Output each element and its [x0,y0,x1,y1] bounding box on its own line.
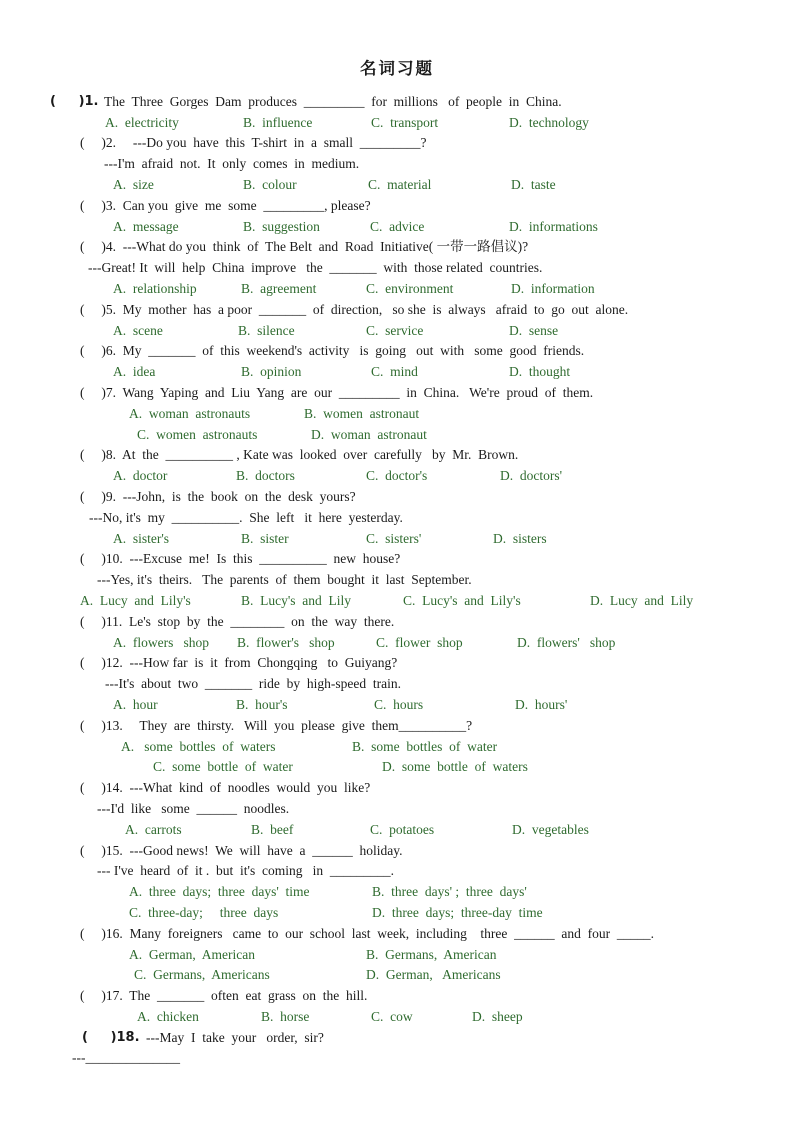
answer-option: A. message [113,219,179,234]
answer-option: C. material [368,177,432,192]
question-text: ( )15. ---Good news! We will have a ______ holiday. [80,843,403,858]
answer-option: D. information [511,281,595,296]
answer-option: A. size [113,177,154,192]
answer-option: A. chicken [137,1009,199,1024]
answer-option: C. hours [374,697,424,712]
answer-option: B. silence [238,323,295,338]
answer-option: C. women astronauts [137,427,258,442]
answer-option: C. Lucy's and Lily's [403,593,521,608]
question-text: ---______________ [72,1050,180,1065]
answer-option: C. some bottle of water [153,759,293,774]
question-text: ( )16. Many foreigners came to our school last week, including three ______ and four _____. [80,926,654,941]
answer-option: D. Lucy and Lily [590,593,694,608]
answer-option: D. hours' [515,697,568,712]
answer-option: D. doctors' [500,468,563,483]
answer-option: A. idea [113,364,156,379]
answer-option: C. sisters' [366,531,422,546]
answer-option: A. German, American [129,947,255,962]
question-text: ( )9. ---John, is the book on the desk yours? [80,489,356,504]
answer-option: D. taste [511,177,556,192]
answer-option: A. some bottles of waters [121,739,276,754]
question-text: ( )13. They are thirsty. Will you please give them__________? [80,718,473,733]
question-text: ---No, it's my __________. She left it here yesterday. [89,510,403,525]
answer-option: A. electricity [105,115,179,130]
answer-option: D. technology [509,115,589,130]
answer-option: A. carrots [125,822,182,837]
answer-option: D. sense [509,323,559,338]
question-text: ---May I take your order, sir? [146,1030,324,1045]
answer-option: A. sister's [113,531,170,546]
question-text: ---Yes, it's theirs. The parents of them bought it last September. [97,572,472,587]
answer-option: B. suggestion [243,219,320,234]
question-text: ( )8. At the __________ , Kate was looked over carefully by Mr. Brown. [80,447,519,462]
question-text: ( )1. [50,94,99,109]
question-text: ( )3. Can you give me some _________, please? [80,198,371,213]
answer-option: C. three-day; three days [129,905,279,920]
answer-option: A. relationship [113,281,197,296]
answer-option: C. advice [370,219,425,234]
question-text: ( )6. My _______ of this weekend's activity is going out with some good friends. [80,343,585,358]
question-text: ( )17. The _______ often eat grass on the hill. [80,988,368,1003]
question-text: ( )2. ---Do you have this T-shirt in a small _________? [80,135,427,150]
answer-option: C. transport [371,115,439,130]
answer-option: C. service [366,323,424,338]
answer-option: B. sister [241,531,289,546]
question-text: The Three Gorges Dam produces _________ for millions of people in China. [104,94,562,109]
question-text: ( )4. ---What do you think of The Belt and Road Initiative( 一带一路倡议)? [80,239,529,254]
answer-option: D. three days; three-day time [372,905,543,920]
answer-option: C. doctor's [366,468,428,483]
question-text: ( )7. Wang Yaping and Liu Yang are our _________ in China. We're proud of them. [80,385,594,400]
answer-option: C. environment [366,281,454,296]
answer-option: A. hour [113,697,158,712]
question-text: ---Great! It will help China improve the _______ with those related countries. [88,260,543,275]
answer-option: B. three days' ; three days' [372,884,527,899]
question-text: ( )11. Le's stop by the ________ on the way there. [80,614,395,629]
answer-option: D. sisters [493,531,547,546]
answer-option: C. cow [371,1009,413,1024]
answer-option: B. hour's [236,697,288,712]
question-text: ( )14. ---What kind of noodles would you like? [80,780,371,795]
answer-option: D. woman astronaut [311,427,427,442]
answer-option: C. potatoes [370,822,435,837]
answer-option: B. women astronaut [304,406,420,421]
answer-option: A. doctor [113,468,168,483]
answer-option: B. horse [261,1009,310,1024]
question-text: --- I've heard of it . but it's coming in _________. [97,863,394,878]
answer-option: D. some bottle of waters [382,759,528,774]
answer-option: D. sheep [472,1009,523,1024]
answer-option: B. influence [243,115,313,130]
question-text: ---I'd like some ______ noodles. [97,801,290,816]
answer-option: A. woman astronauts [129,406,251,421]
answer-option: C. flower shop [376,635,463,650]
question-text: ---It's about two _______ ride by high-speed train. [105,676,401,691]
question-text: ( )5. My mother has a poor _______ of direction, so she is always afraid to go out alone. [80,302,629,317]
answer-option: B. some bottles of water [352,739,498,754]
answer-option: B. agreement [241,281,317,296]
page-title: 名词习题 [360,59,434,78]
answer-option: D. German, Americans [366,967,501,982]
answer-option: D. vegetables [512,822,589,837]
question-text: ( )12. ---How far is it from Chongqing to Guiyang? [80,655,398,670]
answer-option: B. colour [243,177,297,192]
answer-option: B. flower's shop [237,635,335,650]
answer-option: A. Lucy and Lily's [80,593,191,608]
answer-option: B. Germans, American [366,947,497,962]
question-text: ---I'm afraid not. It only comes in medium. [104,156,360,171]
question-text: ( )18. [82,1030,140,1045]
answer-option: A. flowers shop [113,635,209,650]
answer-option: D. informations [509,219,598,234]
answer-option: A. three days; three days' time [129,884,310,899]
answer-option: B. doctors [236,468,295,483]
answer-option: D. flowers' shop [517,635,616,650]
answer-option: B. opinion [241,364,302,379]
answer-option: C. mind [371,364,418,379]
answer-option: B. beef [251,822,294,837]
answer-option: A. scene [113,323,163,338]
answer-option: B. Lucy's and Lily [241,593,352,608]
question-text: ( )10. ---Excuse me! Is this __________ new house? [80,551,401,566]
answer-option: C. Germans, Americans [134,967,270,982]
answer-option: D. thought [509,364,571,379]
